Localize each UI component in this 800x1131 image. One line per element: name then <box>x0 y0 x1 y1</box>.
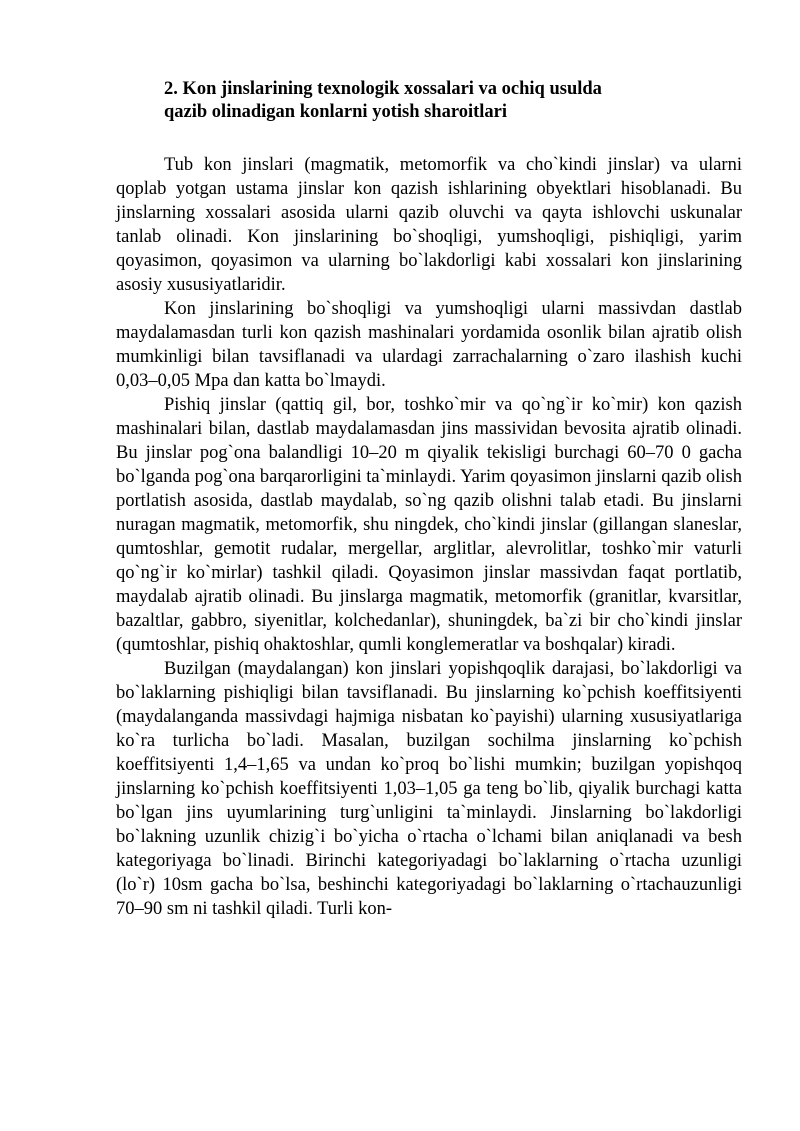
section-heading <box>164 78 724 124</box>
paragraph-4: Buzilgan (maydalangan) kon jinslari yopishqoqlik darajasi, bo`lakdorligi va bo`laklarning pishiqligi bilan tavsiflanadi. Bu jinslarning ko`pchish koeffitsiyenti (maydalanganda massivdagi hajmiga nisbatan ko`payishi) ularning xususiyatlariga ko`ra turlicha bo`ladi. Masalan, buzilgan sochilma jinslarning ko`pchish koeffitsiyenti 1,4–1,65 va undan ko`proq bo`lishi mumkin; buzilgan yopishqoq jinslarning ko`pchish koeffitsiyenti 1,03–1,05 ga teng bo`lib, qiyalik burchagi katta bo`lgan jins uyumlarining turg`unligini ta`minlaydi. Jinslarning bo`lakdorligi bo`lakning uzunlik chizig`i bo`yicha o`rtacha o`lchami bilan aniqlanadi va besh kategoriyaga bo`linadi. Birinchi kategoriyadagi bo`laklarning o`rtacha uzunligi (lo`r) 10sm gacha bo`lsa, beshinchi kategoriyadagi bo`laklarning o`rtachauzunligi 70–90 sm ni tashkil qiladi. Turli kon- <box>116 659 742 919</box>
paragraph-2: Kon jinslarining bo`shoqligi va yumshoqligi ularni massivdan dastlab maydalamasdan turli kon qazish mashinalari yordamida osonlik bilan ajratib olish mumkinligi bilan tavsiflanadi va ulardagi zarrachalarning o`zaro ilashish kuchi 0,03–0,05 Mpa dan katta bo`lmaydi. <box>116 299 742 391</box>
section-heading-line-2: qazib olinadigan konlarni yotish sharoitlari <box>164 102 508 122</box>
section-heading-line-1: 2. Kon jinslarining texnologik xossalari va ochiq usulda <box>164 79 602 99</box>
body-text <box>116 153 742 921</box>
paragraph-1: Tub kon jinslari (magmatik, metomorfik va cho`kindi jinslar) va ularni qoplab yotgan ustama jinslar kon qazish ishlarining obyektlari hisoblanadi. Bu jinslarning xossalari asosida ularni qazib oluvchi va qayta ishlovchi uskunalar tanlab olinadi. Kon jinslarining bo`shoqligi, yumshoqligi, pishiqligi, yarim qoyasimon, qoyasimon va ularning bo`lakdorligi kabi xossalari kon jinslarining asosiy xususiyatlaridir. <box>116 155 742 295</box>
paragraph-3: Pishiq jinslar (qattiq gil, bor, toshko`mir va qo`ng`ir ko`mir) kon qazish mashinalari bilan, dastlab maydalamasdan jins massividan bevosita ajratib olinadi. Bu jinslar pog`ona balandligi 10–20 m qiyalik tekisligi burchagi 60–70 0 gacha bo`lganda pog`ona barqarorligini ta`minlaydi. Yarim qoyasimon jinslarni qazib olish portlatish asosida, dastlab maydalab, so`ng qazib olishni talab etadi. Bu jinslarni nuragan magmatik, metomorfik, shu ningdek, cho`kindi jinslar (gillangan slaneslar, qumtoshlar, gemotit rudalar, mergellar, arglitlar, alevrolitlar, toshko`mir vaturli qo`ng`ir ko`mirlar) tashkil qiladi. Qoyasimon jinslar massivdan faqat portlatib, maydalab ajratib olinadi. Bu jinslarga magmatik, metomorfik (granitlar, kvarsitlar, bazaltlar, gabbro, siyenitlar, kolchedanlar), shuningdek, ba`zi bir cho`kindi jinslar (qumtoshlar, pishiq ohaktoshlar, qumli konglemeratlar va boshqalar) kiradi. <box>116 395 742 655</box>
